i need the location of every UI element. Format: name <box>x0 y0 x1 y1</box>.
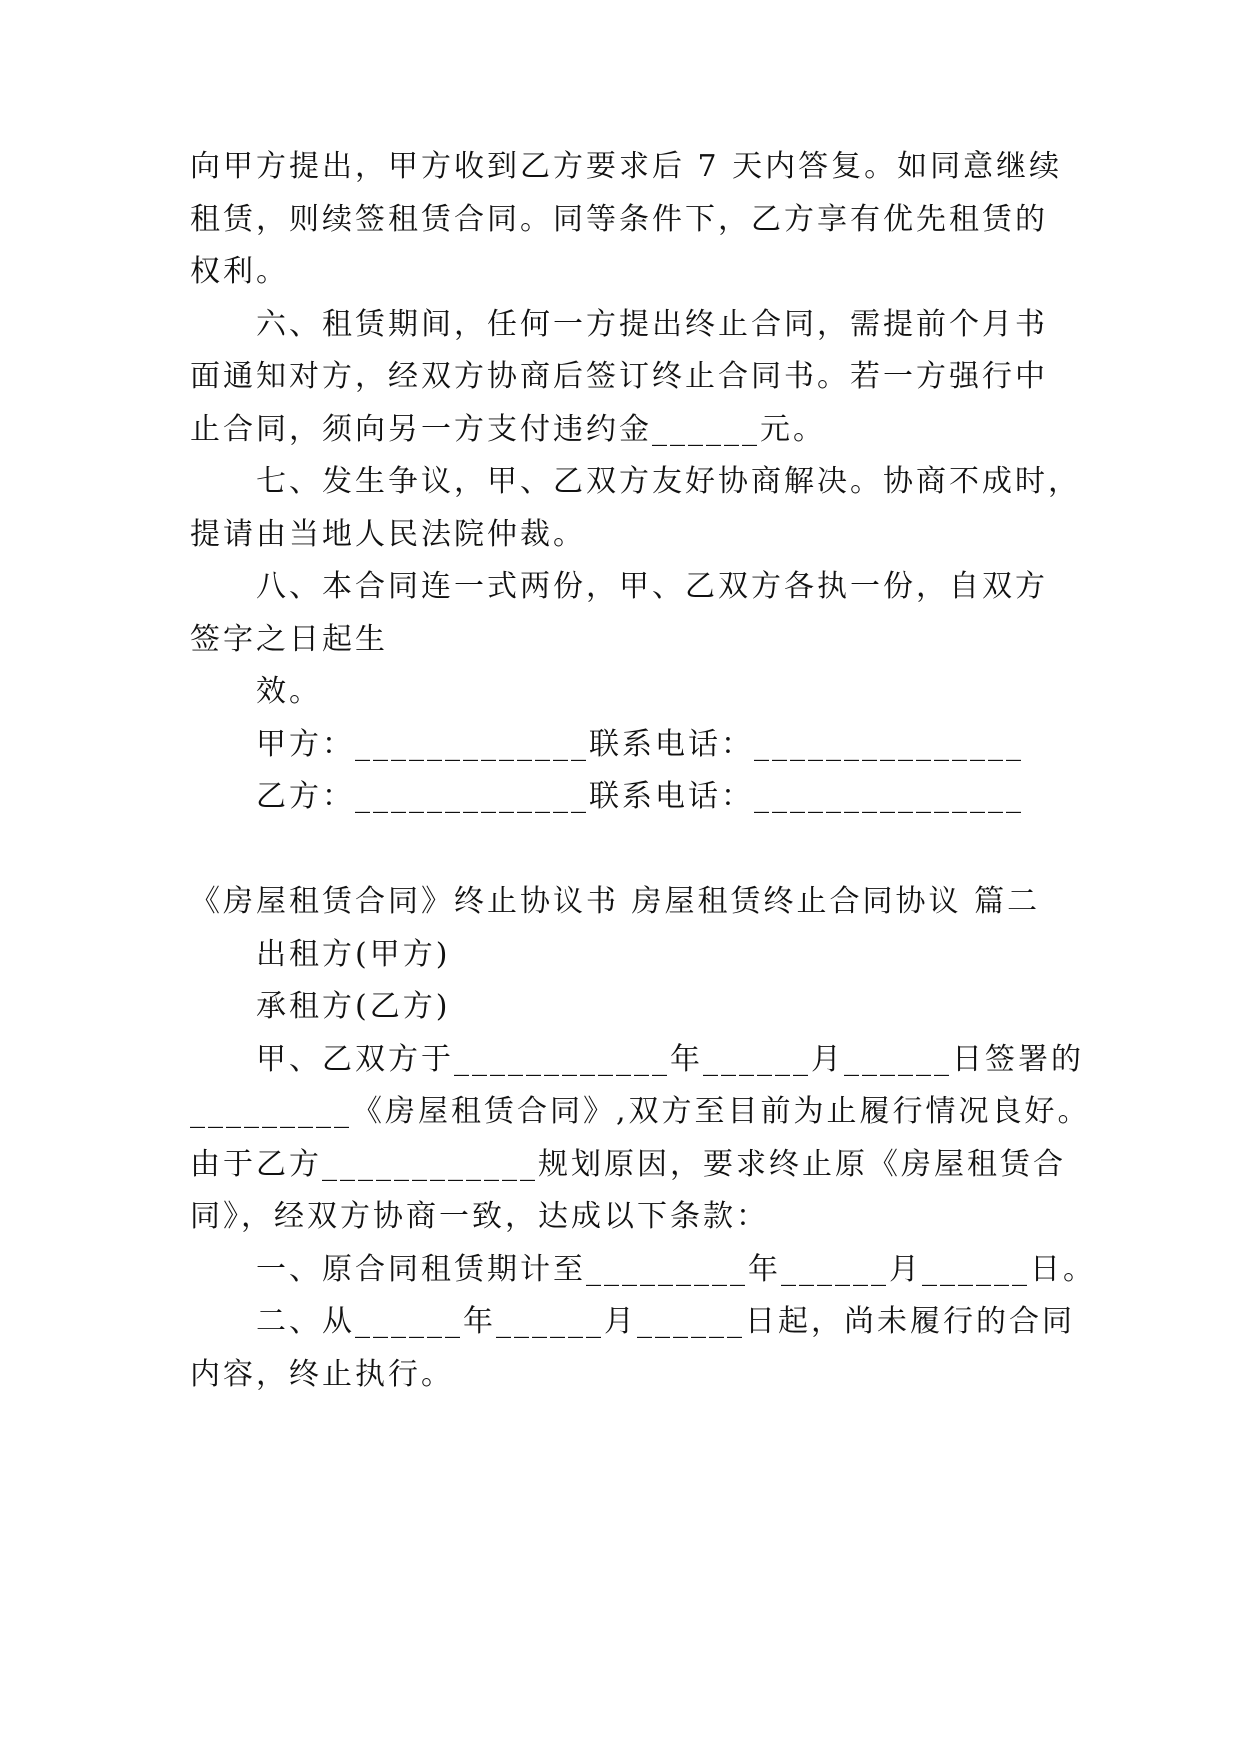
paragraph-line: 向甲方提出，甲方收到乙方要求后 7 天内答复。如同意继续 <box>190 149 1063 184</box>
clause-seven-line: 七、发生争议，甲、乙双方友好协商解决。协商不成时， <box>256 464 1081 499</box>
paragraph-line: 内容，终止执行。 <box>190 1357 454 1392</box>
clause-two-line: 二、从______年______月______日起，尚未履行的合同 <box>256 1304 1075 1339</box>
paragraph-line: _________《房屋租赁合同》,双方至目前为止履行情况良好。 <box>190 1094 1091 1129</box>
paragraph-line: 同》，经双方协商一致，达成以下条款： <box>190 1199 769 1234</box>
clause-one-line: 一、原合同租赁期计至_________年______月______日。 <box>256 1252 1096 1287</box>
paragraph-line: 提请由当地人民法院仲裁。 <box>190 517 586 552</box>
paragraph-line: 租赁，则续签租赁合同。同等条件下，乙方享有优先租赁的 <box>190 202 1048 237</box>
paragraph-line: 效。 <box>256 674 322 709</box>
party-a-signature-line: 甲方：_____________联系电话：_______________ <box>256 727 1024 762</box>
paragraph-line: 甲、乙双方于____________年______月______日签署的 <box>256 1042 1084 1077</box>
paragraph-line: 止合同，须向另一方支付违约金______元。 <box>190 412 826 447</box>
paragraph-line: 面通知对方，经双方协商后签订终止合同书。若一方强行中 <box>190 359 1048 394</box>
party-b-signature-line: 乙方：_____________联系电话：_______________ <box>256 779 1024 814</box>
lessor-line: 出租方(甲方) <box>256 937 451 972</box>
paragraph-line: 权利。 <box>190 254 289 289</box>
paragraph-line: 签字之日起生 <box>190 622 388 657</box>
clause-six-line: 六、租赁期间，任何一方提出终止合同，需提前个月书 <box>256 307 1048 342</box>
section-title: 《房屋租赁合同》终止协议书 房屋租赁终止合同协议 篇二 <box>190 884 1041 919</box>
clause-eight-line: 八、本合同连一式两份，甲、乙双方各执一份，自双方 <box>256 569 1048 604</box>
lessee-line: 承租方(乙方) <box>256 989 451 1024</box>
paragraph-line: 由于乙方____________规划原因，要求终止原《房屋租赁合 <box>190 1147 1066 1182</box>
